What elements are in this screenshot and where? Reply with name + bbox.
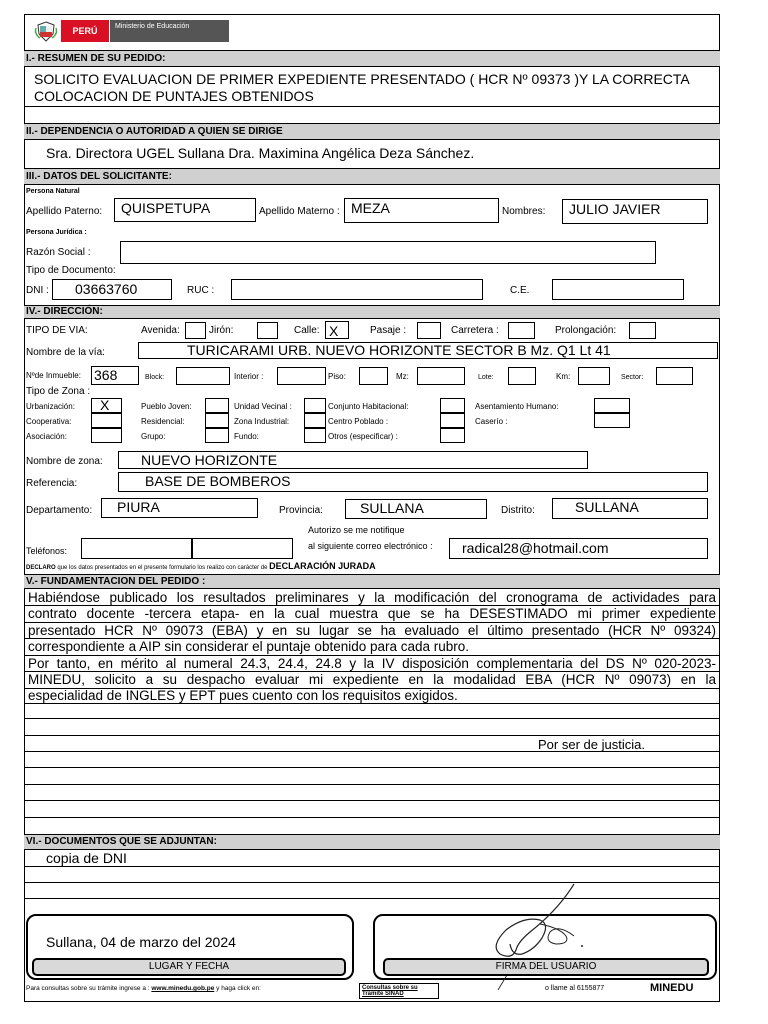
minedu-logo xyxy=(34,20,229,42)
apellido-paterno-field[interactable]: QUISPETUPA xyxy=(114,198,256,222)
grupo-label: Grupo: xyxy=(141,432,166,441)
fundamentacion-line-7: especialidad de INGLES y EPT pues cuento con los requisitos exigidos. xyxy=(28,688,458,703)
email-field[interactable]: radical28@hotmail.com xyxy=(449,538,708,559)
zona-industrial-label: Zona Industrial: xyxy=(234,417,290,426)
conjunto-hab-label: Conjunto Habitacional: xyxy=(328,402,409,411)
fundo-checkbox[interactable] xyxy=(304,428,326,443)
inmueble-field[interactable]: 368 xyxy=(91,366,139,385)
lugar-fecha-value: Sullana, 04 de marzo del 2024 xyxy=(46,934,236,950)
razon-social-field[interactable] xyxy=(120,241,656,264)
distrito-field[interactable]: SULLANA xyxy=(552,498,708,519)
apellido-materno-label: Apellido Materno : xyxy=(259,206,340,217)
zona-industrial-checkbox[interactable] xyxy=(304,413,326,428)
consultas-text xyxy=(26,984,261,993)
interior-label: Interior : xyxy=(234,372,264,381)
asentamiento-checkbox[interactable] xyxy=(594,398,630,413)
block-label: Block: xyxy=(145,374,165,381)
documento-1: copia de DNI xyxy=(46,850,127,866)
fundamentacion-line-3: presentado HCR Nº 09073 (EBA) y en su lugar se ha evaluado el último presentado (HCR Nº 09324) xyxy=(28,623,716,638)
declaro-word: DECLARO xyxy=(26,565,56,571)
carretera-label: Carretera : xyxy=(451,325,499,336)
logo-peru: PERÚ xyxy=(61,20,109,42)
sector-label: Sector: xyxy=(621,374,644,381)
minedu-footer-mark: MINEDU xyxy=(650,982,694,994)
fundamentacion-line-5: Por tanto, en mérito al numeral 24.3, 24.4, 24.8 y la IV disposición complementaria del DS Nº 020-2023- xyxy=(28,656,716,671)
otros-checkbox[interactable] xyxy=(440,428,465,443)
carretera-checkbox[interactable] xyxy=(508,322,535,339)
fundamentacion-cierre: Por ser de justicia. xyxy=(538,737,645,752)
pasaje-checkbox[interactable] xyxy=(417,322,441,339)
provincia-label: Provincia: xyxy=(279,505,323,516)
inmueble-label: Nºde Inmueble: xyxy=(26,371,81,380)
telefono-field-2[interactable] xyxy=(192,538,293,559)
prolongacion-label: Prolongación: xyxy=(555,325,617,336)
otros-label: Otros (especificar) : xyxy=(328,432,398,441)
nombre-via-label: Nombre de la vía: xyxy=(26,347,105,358)
nombre-via-field[interactable]: TURICARAMI URB. NUEVO HORIZONTE SECTOR B Mz. Q1 Lt 41 xyxy=(138,342,718,359)
declaracion-jurada xyxy=(26,561,376,573)
calle-checkbox[interactable]: X xyxy=(325,321,349,339)
nombres-field[interactable]: JULIO JAVIER xyxy=(562,199,708,224)
unidad-vecinal-label: Unidad Vecinal : xyxy=(234,402,292,411)
fundamentacion-line-1: Habiéndose publicado los resultados preliminares y la modificación del cronograma de actividades para xyxy=(28,590,716,605)
minedu-url-link[interactable]: www.minedu.gob.pe xyxy=(151,985,215,992)
piso-field[interactable] xyxy=(359,367,388,385)
jiron-checkbox[interactable] xyxy=(257,322,278,339)
calle-label: Calle: xyxy=(294,325,320,336)
dni-label: DNI : xyxy=(26,285,49,296)
line xyxy=(24,882,720,883)
cooperativa-checkbox[interactable] xyxy=(91,413,122,428)
unidad-vecinal-checkbox[interactable] xyxy=(304,398,326,413)
section-documentos-header: VI.- DOCUMENTOS QUE SE ADJUNTAN: xyxy=(24,834,720,850)
referencia-label: Referencia: xyxy=(26,478,78,489)
declaracion-jurada-bold: DECLARACIÓN JURADA xyxy=(269,561,376,571)
pasaje-label: Pasaje : xyxy=(370,325,407,336)
tipo-via-label: TIPO DE VIA: xyxy=(26,325,88,336)
avenida-checkbox[interactable] xyxy=(185,322,206,339)
km-field[interactable] xyxy=(578,367,610,385)
fundo-label: Fundo: xyxy=(234,432,259,441)
lote-label: Lote: xyxy=(478,374,494,381)
telefono-contacto: o llame al 6155877 xyxy=(545,985,605,992)
section-fundamentacion-header: V.- FUNDAMENTACION DEL PEDIDO : xyxy=(24,574,720,589)
nombre-zona-label: Nombre de zona: xyxy=(26,456,103,467)
line xyxy=(24,866,720,867)
tipo-zona-label: Tipo de Zona : xyxy=(26,386,91,397)
persona-juridica-label: Persona Jurídica : xyxy=(26,229,87,236)
line xyxy=(24,817,720,818)
line xyxy=(24,767,720,768)
departamento-label: Departamento: xyxy=(26,505,93,516)
telefono-field-1[interactable] xyxy=(81,538,192,559)
notificacion-label-2: al siguiente correo electrónico : xyxy=(308,541,433,551)
caserio-checkbox[interactable] xyxy=(594,413,630,428)
section-direccion-header: IV.- DIRECCIÓN: xyxy=(24,305,720,319)
apellido-paterno-label: Apellido Paterno: xyxy=(26,206,103,217)
residencial-checkbox[interactable] xyxy=(205,413,229,428)
asentamiento-label: Asentamiento Humano: xyxy=(475,402,559,411)
section-resumen-header: I.- RESUMEN DE SU PEDIDO: xyxy=(24,50,720,67)
referencia-field[interactable]: BASE DE BOMBEROS xyxy=(118,472,708,492)
piso-label: Piso: xyxy=(328,372,346,381)
divider xyxy=(24,106,720,107)
link-line-2: Trámite SINAD xyxy=(362,991,404,997)
distrito-label: Distrito: xyxy=(501,505,535,516)
resumen-line-2: COLOCACION DE PUNTAJES OBTENIDOS xyxy=(34,88,314,104)
lote-field[interactable] xyxy=(508,367,536,385)
persona-natural-label: Persona Natural xyxy=(26,188,80,195)
mz-field[interactable] xyxy=(417,367,465,385)
ruc-field[interactable] xyxy=(231,279,483,300)
section-solicitante-header: III.- DATOS DEL SOLICITANTE: xyxy=(24,168,720,185)
centro-poblado-label: Centro Poblado : xyxy=(328,417,389,426)
asociacion-checkbox[interactable] xyxy=(91,428,122,443)
ce-field[interactable] xyxy=(552,279,684,300)
nombre-zona-field[interactable]: NUEVO HORIZONTE xyxy=(118,451,588,469)
fundamentacion-line-2: contrato docente -tercera etapa- en la cual muestra que se ha DESESTIMADO mi primer expediente xyxy=(28,606,716,621)
coat-of-arms-icon xyxy=(34,20,58,42)
sector-field[interactable] xyxy=(656,367,693,385)
line xyxy=(24,898,720,899)
nombres-label: Nombres: xyxy=(502,206,546,217)
resumen-line-1: SOLICITO EVALUACION DE PRIMER EXPEDIENTE PRESENTADO ( HCR Nº 09373 )Y LA CORRECTA xyxy=(34,71,690,87)
consultas-sinad-link[interactable] xyxy=(359,983,439,999)
consultas-pre: Para consultas sobre su trámite ingrese a : xyxy=(26,985,152,992)
urbanizacion-label: Urbanización: xyxy=(26,402,75,411)
pueblo-joven-label: Pueblo Joven: xyxy=(141,402,192,411)
tipo-documento-label: Tipo de Documento: xyxy=(26,265,116,276)
line xyxy=(24,718,720,719)
block-field[interactable] xyxy=(176,367,230,385)
urbanizacion-checkbox[interactable]: X xyxy=(91,398,122,413)
notificacion-label-1: Autorizo se me notifique xyxy=(308,525,405,535)
asociacion-label: Asociación: xyxy=(26,432,67,441)
firma-label: FIRMA DEL USUARIO xyxy=(383,958,709,976)
ce-label: C.E. xyxy=(510,285,530,296)
interior-field[interactable] xyxy=(277,367,326,385)
declaro-text: que los datos presentados en el presente formulario los realizo con carácter de xyxy=(55,565,270,571)
avenida-label: Avenida: xyxy=(141,325,180,336)
km-label: Km: xyxy=(556,372,571,381)
provincia-field[interactable]: SULLANA xyxy=(345,499,487,519)
fundamentacion-line-4: correspondiente a AIP sin considerar el puntaje obtenido para cada rubro. xyxy=(28,639,470,654)
link-line-1: Consultas sobre su xyxy=(362,985,418,991)
fundamentacion-line-6: MINEDU, solicito a su despacho evaluar mi expediente en la modalidad EBA (HCR Nº 09073) en la xyxy=(28,672,716,687)
cooperativa-label: Cooperativa: xyxy=(26,417,72,426)
section-dependencia-header: II.- DEPENDENCIA O AUTORIDAD A QUIEN SE DIRIGE xyxy=(24,123,720,140)
dni-field[interactable]: 03663760 xyxy=(52,279,172,300)
grupo-checkbox[interactable] xyxy=(205,428,229,443)
departamento-field[interactable]: PIURA xyxy=(101,498,258,518)
mz-label: Mz: xyxy=(396,372,409,381)
jiron-label: Jirón: xyxy=(209,325,234,336)
ruc-label: RUC : xyxy=(187,285,215,296)
residencial-label: Residencial: xyxy=(141,417,185,426)
apellido-materno-field[interactable]: MEZA xyxy=(344,198,499,223)
caserio-label: Caserío : xyxy=(475,417,508,426)
lugar-fecha-label: LUGAR Y FECHA xyxy=(32,958,346,976)
line xyxy=(24,800,720,801)
telefonos-label: Teléfonos: xyxy=(26,546,68,556)
razon-social-label: Razón Social : xyxy=(26,247,91,258)
dependencia-text: Sra. Directora UGEL Sullana Dra. Maximina Angélica Deza Sánchez. xyxy=(46,145,475,161)
logo-ministry: Ministerio de Educación xyxy=(109,20,229,42)
pueblo-joven-checkbox[interactable] xyxy=(205,398,229,413)
centro-poblado-checkbox[interactable] xyxy=(440,413,465,428)
consultas-post: y haga click en: xyxy=(214,985,261,992)
prolongacion-checkbox[interactable] xyxy=(629,322,656,339)
line xyxy=(24,784,720,785)
conjunto-hab-checkbox[interactable] xyxy=(440,398,465,413)
